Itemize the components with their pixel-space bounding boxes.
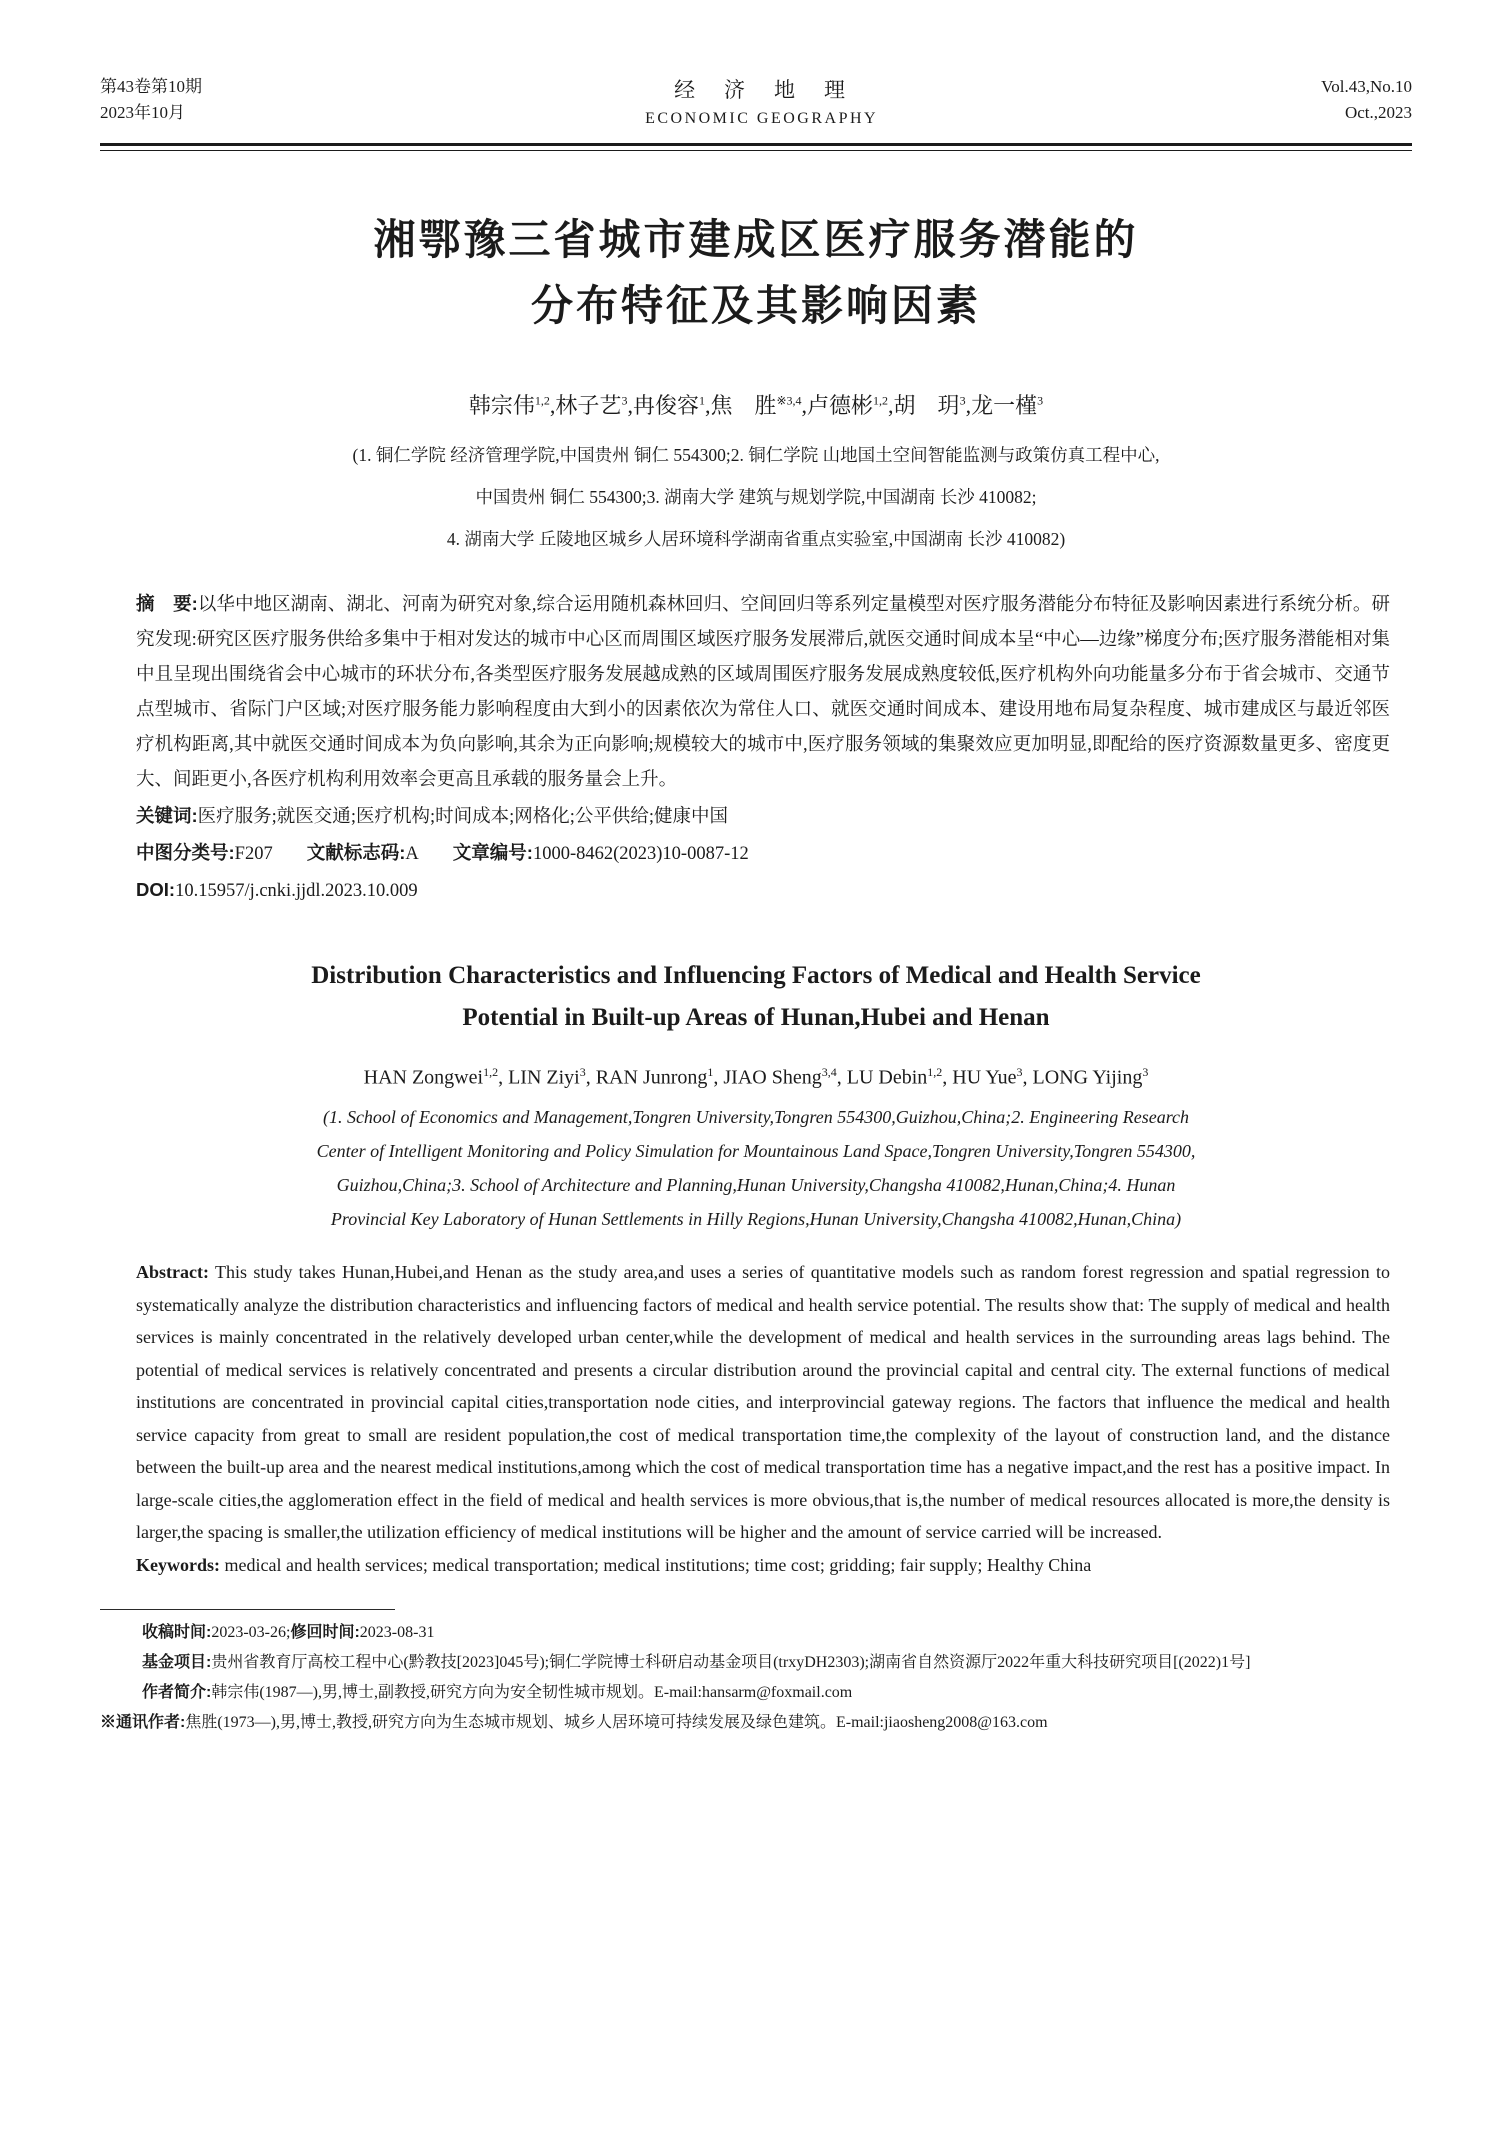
doi-line bbox=[136, 872, 1390, 909]
abstract-en-block bbox=[136, 1256, 1390, 1581]
author-name: 林子艺 bbox=[555, 393, 622, 419]
clc-label: 中图分类号: bbox=[136, 842, 235, 864]
author-name: HU Yue bbox=[952, 1067, 1017, 1089]
author-name: LONG Yijing bbox=[1032, 1067, 1143, 1089]
journal-name-en: ECONOMIC GEOGRAPHY bbox=[645, 109, 879, 127]
author-name: 冉俊容 bbox=[632, 393, 699, 419]
doc-code-value: A bbox=[405, 844, 419, 865]
abstract-cn-label: 摘 要: bbox=[136, 593, 198, 615]
clc-segment bbox=[136, 844, 273, 864]
revised-label: 修回时间: bbox=[290, 1624, 360, 1641]
journal-header bbox=[100, 74, 1412, 131]
author-affiliation-marker: 1 bbox=[707, 1065, 714, 1080]
article-id-label: 文章编号: bbox=[452, 842, 533, 864]
corresponding-author-line bbox=[100, 1708, 1412, 1738]
author-bio-label: 作者简介: bbox=[142, 1684, 212, 1701]
keywords-en bbox=[136, 1549, 1390, 1582]
author-name: LU Debin bbox=[846, 1067, 928, 1089]
article-title-en-line1: Distribution Characteristics and Influencing Factors of Medical and Health Service bbox=[311, 962, 1201, 990]
author-bio-text: 韩宗伟(1987—),男,博士,副教授,研究方向为安全韧性城市规划。E-mail:hansarm@foxmail.com bbox=[211, 1684, 853, 1701]
issue-number-cn: 第43卷第10期 bbox=[100, 77, 202, 96]
doc-code-label: 文献标志码: bbox=[306, 842, 406, 864]
affiliation-cn-line: (1. 铜仁学院 经济管理学院,中国贵州 铜仁 554300;2. 铜仁学院 山地国土空间智能监测与政策仿真工程中心, bbox=[352, 445, 1160, 466]
affiliation-en-line: Provincial Key Laboratory of Hunan Settlements in Hilly Regions,Hunan University,Changsha 410082,Hunan,China) bbox=[330, 1209, 1182, 1229]
funding-text: 贵州省教育厅高校工程中心(黔教技[2023]045号);铜仁学院博士科研启动基金项目(trxyDH2303);湖南省自然资源厅2022年重大科技研究项目[(2022)1号] bbox=[211, 1654, 1251, 1671]
keywords-en-text: medical and health services; medical transportation; medical institutions; time cost; gridding; fair supply; Healthy China bbox=[220, 1554, 1092, 1575]
keywords-en-label: Keywords: bbox=[136, 1554, 220, 1575]
author-affiliation-marker: ※3,4 bbox=[776, 394, 802, 409]
author-affiliation-marker: 1,2 bbox=[483, 1065, 499, 1080]
author-name: 卢德彬 bbox=[807, 393, 874, 419]
article-title-cn-line1: 湘鄂豫三省城市建成区医疗服务潜能的 bbox=[373, 216, 1139, 264]
author-name: JIAO Sheng bbox=[723, 1067, 822, 1089]
article-id-segment bbox=[453, 844, 749, 864]
keywords-cn-label: 关键词: bbox=[136, 805, 198, 827]
keywords-cn-text: 医疗服务;就医交通;医疗机构;时间成本;网格化;公平供给;健康中国 bbox=[197, 807, 729, 828]
author-affiliation-marker: 3 bbox=[1142, 1065, 1149, 1080]
header-journal-name-block bbox=[645, 74, 878, 131]
author-affiliation-marker: 3 bbox=[1037, 394, 1044, 409]
author-affiliation-marker: 3 bbox=[959, 394, 966, 409]
author-affiliation-marker: 3 bbox=[579, 1065, 586, 1080]
affiliation-en-line: Center of Intelligent Monitoring and Policy Simulation for Mountainous Land Space,Tongren University,Tongren 554300, bbox=[316, 1141, 1196, 1161]
affiliation-en-line: Guizhou,China;3. School of Architecture and Planning,Hunan University,Changsha 410082,Hunan,China;4. Hunan bbox=[336, 1175, 1176, 1195]
affiliation-cn-line: 中国贵州 铜仁 554300;3. 湖南大学 建筑与规划学院,中国湖南 长沙 410082; bbox=[475, 487, 1037, 508]
article-title-en bbox=[100, 955, 1412, 1039]
abstract-cn-block bbox=[136, 586, 1390, 909]
affiliations-en bbox=[100, 1100, 1412, 1236]
received-value: 2023-03-26; bbox=[211, 1624, 291, 1641]
author-affiliation-marker: 1,2 bbox=[534, 394, 550, 409]
footnotes bbox=[100, 1609, 1412, 1738]
header-double-rule bbox=[100, 143, 1412, 151]
issue-date-en: Oct.,2023 bbox=[1344, 103, 1412, 123]
received-label: 收稿时间: bbox=[142, 1624, 212, 1641]
corresponding-text: 焦胜(1973—),男,博士,教授,研究方向为生态城市规划、城乡人居环境可持续发展及绿色建筑。E-mail:jiaosheng2008@163.com bbox=[185, 1714, 1048, 1731]
classification-line bbox=[136, 835, 1390, 872]
author-name: 韩宗伟 bbox=[468, 393, 535, 419]
corresponding-label: ※通讯作者: bbox=[100, 1714, 186, 1731]
author-affiliation-marker: 3 bbox=[621, 394, 628, 409]
article-title-en-line2: Potential in Built-up Areas of Hunan,Hubei and Henan bbox=[462, 1004, 1050, 1032]
affiliations-cn bbox=[100, 434, 1412, 560]
author-affiliation-marker: 1,2 bbox=[927, 1065, 943, 1080]
author-bio-line bbox=[100, 1678, 1412, 1708]
doi-label: DOI: bbox=[136, 879, 176, 901]
author-name: RAN Junrong bbox=[595, 1067, 708, 1089]
abstract-cn-text: 以华中地区湖南、湖北、河南为研究对象,综合运用随机森林回归、空间回归等系列定量模型对医疗服务潜能分布特征及影响因素进行系统分析。研究发现:研究区医疗服务供给多集中于相对发达的城市中心区而周围区域医疗服务发展滞后,就医交通时间成本呈“中心—边缘”梯度分布;医疗服务潜能相对集中且呈现出围绕省会中心城市的环状分布,各类型医疗服务发展越成熟的区域周围医疗服务发展成熟度较低,医疗机构外向功能量多分布于省会城市、交通节点型城市、省际门户区域;对医疗服务能力影响程度由大到小的因素依次为常住人口、就医交通时间成本、建设用地布局复杂程度、城市建成区与最近邻医疗机构距离,其中就医交通时间成本为负向影响,其余为正向影响;规模较大的城市中,医疗服务领域的集聚效应更加明显,即配给的医疗资源数量更多、密度更大、间距更小,各医疗机构利用效率会更高且承载的服务量会上升。 bbox=[136, 595, 1390, 791]
funding-label: 基金项目: bbox=[142, 1654, 212, 1671]
abstract-en bbox=[136, 1256, 1390, 1549]
clc-value: F207 bbox=[234, 844, 273, 865]
abstract-cn bbox=[136, 586, 1390, 798]
article-title-cn bbox=[100, 207, 1412, 339]
header-issue-block bbox=[100, 74, 202, 127]
author-affiliation-marker: 3,4 bbox=[821, 1065, 837, 1080]
abstract-en-text: This study takes Hunan,Hubei,and Henan as the study area,and uses a series of quantitative models such as random forest regression and spatial regression to systematically analyze the distribution characteristics and influencing factors of medical and health service potential. The results show that: The supply of medical and health services is mainly concentrated in the relatively developed urban center,while the development of medical and health services in the surrounding areas lags behind. The potential of medical services is relatively concentrated and presents a circular distribution around the provincial capital and central city. The external functions of medical institutions are concentrated in provincial capital cities,transportation node cities, and interprovincial gateway regions. The factors that influence the medical and health service capacity from great to small are resident population,the cost of medical transportation time,the complexity of the layout of construction land, and the distance between the built-up area and the nearest medical institutions,among which the cost of medical transportation time has a negative impact,and the rest has a positive impact. In large-scale cities,the agglomeration effect in the field of medical and health services is more obvious,that is,the number of medical resources allocated is more,the density is larger,the spacing is smaller,the utilization efficiency of medical institutions will be higher and the amount of service carried will be increased. bbox=[136, 1262, 1390, 1542]
volume-number-en: Vol.43,No.10 bbox=[1321, 77, 1412, 96]
author-affiliation-marker: 1,2 bbox=[873, 394, 889, 409]
keywords-cn bbox=[136, 798, 1390, 835]
author-affiliation-marker: 1 bbox=[698, 394, 705, 409]
article-id-value: 1000-8462(2023)10-0087-12 bbox=[532, 844, 749, 865]
author-name: 龙一槿 bbox=[971, 393, 1038, 419]
footnote-separator-rule bbox=[100, 1609, 395, 1610]
article-title-cn-line2: 分布特征及其影响因素 bbox=[530, 282, 981, 330]
journal-name-cn: 经 济 地 理 bbox=[674, 78, 850, 102]
author-name: HAN Zongwei bbox=[363, 1067, 484, 1089]
doc-code-segment bbox=[307, 844, 419, 864]
header-volume-block bbox=[1321, 74, 1412, 127]
author-name: LIN Ziyi bbox=[508, 1067, 580, 1089]
author-affiliation-marker: 3 bbox=[1016, 1065, 1023, 1080]
affiliation-en-line: (1. School of Economics and Management,Tongren University,Tongren 554300,Guizhou,China;2. Engineering Research bbox=[322, 1107, 1190, 1127]
authors-en: HAN Zongwei$^{1,2}$, LIN Ziyi$^3$, RAN Junrong$^1$, JIAO Sheng$^{3,4}$, LU Debin$^{1,2}$, HU Yue$^3$, LONG Yijing$^3$ bbox=[363, 1065, 1149, 1089]
affiliation-cn-line: 4. 湖南大学 丘陵地区城乡人居环境科学湖南省重点实验室,中国湖南 长沙 410082) bbox=[446, 529, 1066, 550]
authors-cn: 韩宗伟$^{1,2}$,林子艺$^3$,冉俊容$^1$,焦 胜$^{※3,4}$,卢德彬$^{1,2}$,胡 玥$^3$,龙一槿$^3$ bbox=[468, 393, 1044, 419]
issue-date-cn: 2023年10月 bbox=[100, 103, 185, 123]
doi-value: 10.15957/j.cnki.jjdl.2023.10.009 bbox=[175, 881, 418, 902]
received-dates-line bbox=[100, 1618, 1412, 1648]
funding-line bbox=[100, 1648, 1412, 1678]
author-name: 胡 玥 bbox=[893, 393, 960, 419]
revised-value: 2023-08-31 bbox=[359, 1624, 435, 1641]
author-name: 焦 胜 bbox=[710, 393, 777, 419]
abstract-en-label: Abstract: bbox=[136, 1262, 209, 1282]
